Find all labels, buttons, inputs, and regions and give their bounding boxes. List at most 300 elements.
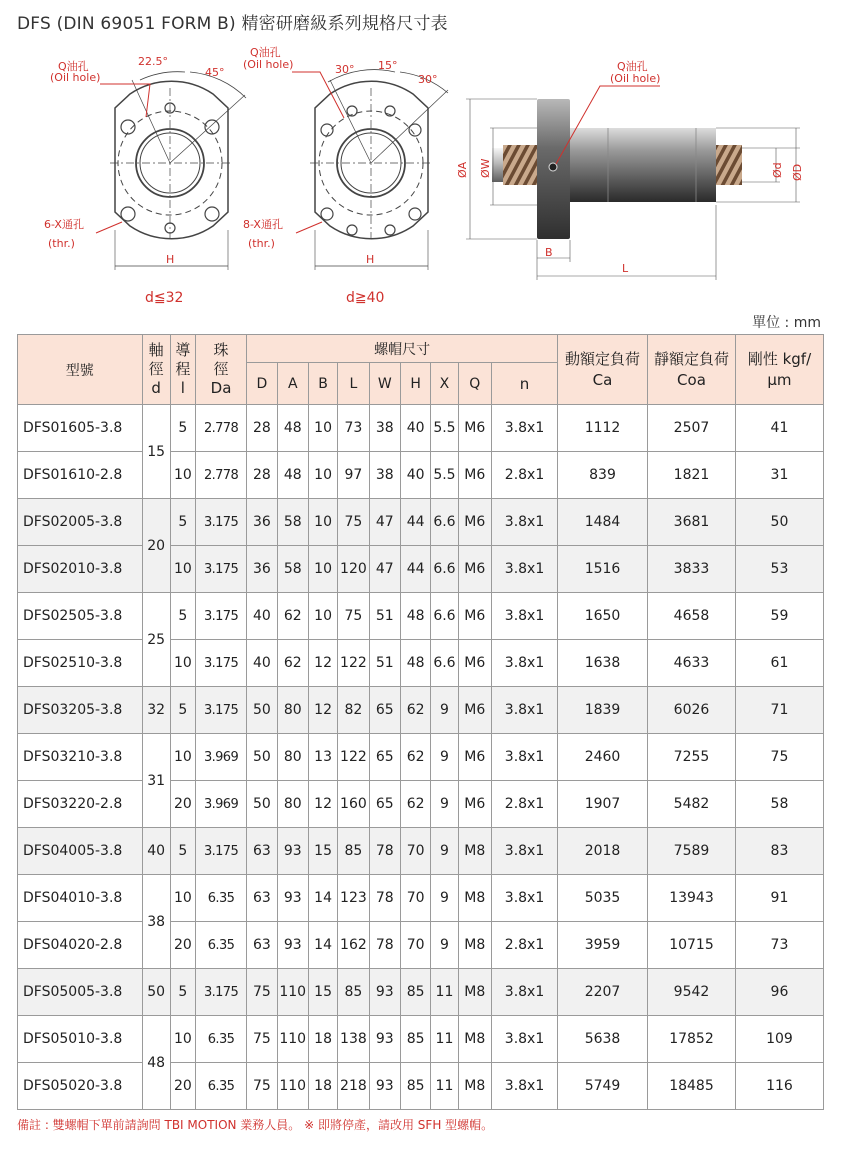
cell-dim-q: M6 bbox=[458, 781, 491, 828]
table-row bbox=[18, 593, 824, 640]
cell-dim-w: 65 bbox=[369, 734, 400, 781]
cell-dynamic-load: 2460 bbox=[558, 734, 648, 781]
cell-model: DFS04010-3.8 bbox=[18, 875, 143, 922]
cell-dim-b: 15 bbox=[308, 828, 337, 875]
cell-dim-q: M8 bbox=[458, 1016, 491, 1063]
cell-stiffness: 73 bbox=[735, 922, 823, 969]
table-row bbox=[18, 1016, 824, 1063]
cell-static-load: 9542 bbox=[648, 969, 736, 1016]
cell-dim-q: M8 bbox=[458, 875, 491, 922]
cell-dim-l: 138 bbox=[338, 1016, 369, 1063]
cell-dim-q: M6 bbox=[458, 546, 491, 593]
side-oil-hole-en: (Oil hole) bbox=[610, 72, 661, 85]
cell-stiffness: 96 bbox=[735, 969, 823, 1016]
cell-lead: 10 bbox=[170, 734, 195, 781]
cell-stiffness: 58 bbox=[735, 781, 823, 828]
cell-dim-x: 9 bbox=[431, 875, 458, 922]
cell-circuits: 3.8x1 bbox=[492, 546, 558, 593]
cell-dim-a: 80 bbox=[277, 687, 308, 734]
cell-ball-diameter: 3.175 bbox=[195, 828, 246, 875]
cell-dim-l: 160 bbox=[338, 781, 369, 828]
cell-dim-l: 123 bbox=[338, 875, 369, 922]
table-row bbox=[18, 828, 824, 875]
cell-dim-a: 62 bbox=[277, 593, 308, 640]
cell-lead: 5 bbox=[170, 405, 195, 452]
cell-dynamic-load: 1638 bbox=[558, 640, 648, 687]
cell-model: DFS01610-2.8 bbox=[18, 452, 143, 499]
header-dim-w: W bbox=[369, 363, 400, 405]
cell-dim-b: 10 bbox=[308, 499, 337, 546]
cell-circuits: 3.8x1 bbox=[492, 734, 558, 781]
cell-model: DFS01605-3.8 bbox=[18, 405, 143, 452]
cell-dynamic-load: 1516 bbox=[558, 546, 648, 593]
cell-dim-x: 6.6 bbox=[431, 546, 458, 593]
cell-ball-diameter: 6.35 bbox=[195, 875, 246, 922]
left-angle1: 22.5° bbox=[138, 55, 168, 68]
cell-stiffness: 53 bbox=[735, 546, 823, 593]
cell-dynamic-load: 5749 bbox=[558, 1063, 648, 1110]
cell-ball-diameter: 3.175 bbox=[195, 546, 246, 593]
table-row bbox=[18, 405, 824, 452]
cell-circuits: 3.8x1 bbox=[492, 1016, 558, 1063]
cell-circuits: 3.8x1 bbox=[492, 875, 558, 922]
middle-flange-view bbox=[310, 70, 448, 270]
cell-dim-b: 12 bbox=[308, 781, 337, 828]
cell-dim-x: 9 bbox=[431, 781, 458, 828]
cell-dim-a: 93 bbox=[277, 875, 308, 922]
table-row bbox=[18, 781, 824, 828]
cell-dim-l: 75 bbox=[338, 499, 369, 546]
cell-dim-b: 13 bbox=[308, 734, 337, 781]
cell-dim-a: 62 bbox=[277, 640, 308, 687]
cell-dim-h: 44 bbox=[401, 499, 431, 546]
cell-shaft-diameter: 25 bbox=[142, 593, 170, 687]
header-model: 型號 bbox=[18, 335, 143, 405]
cell-dim-b: 14 bbox=[308, 875, 337, 922]
header-dim-b: B bbox=[308, 363, 337, 405]
cell-lead: 20 bbox=[170, 922, 195, 969]
cell-stiffness: 75 bbox=[735, 734, 823, 781]
cell-dim-d-outer: 63 bbox=[247, 922, 277, 969]
side-dim-a: ØA bbox=[456, 161, 469, 178]
cell-dim-l: 122 bbox=[338, 640, 369, 687]
cell-dynamic-load: 1907 bbox=[558, 781, 648, 828]
cell-dim-x: 6.6 bbox=[431, 593, 458, 640]
cell-dim-x: 9 bbox=[431, 734, 458, 781]
cell-model: DFS02010-3.8 bbox=[18, 546, 143, 593]
cell-dynamic-load: 839 bbox=[558, 452, 648, 499]
cell-dim-d-outer: 36 bbox=[247, 499, 277, 546]
cell-static-load: 3833 bbox=[648, 546, 736, 593]
cell-dynamic-load: 2018 bbox=[558, 828, 648, 875]
cell-ball-diameter: 6.35 bbox=[195, 1063, 246, 1110]
table-row bbox=[18, 499, 824, 546]
cell-dim-l: 82 bbox=[338, 687, 369, 734]
cell-dim-h: 85 bbox=[401, 969, 431, 1016]
left-oil-hole-label: Q油孔 bbox=[58, 60, 89, 73]
cell-dim-l: 85 bbox=[338, 969, 369, 1016]
cell-ball-diameter: 2.778 bbox=[195, 452, 246, 499]
header-static-load: 靜額定負荷 Coa bbox=[648, 335, 736, 405]
table-row bbox=[18, 546, 824, 593]
cell-model: DFS03210-3.8 bbox=[18, 734, 143, 781]
cell-dim-l: 218 bbox=[338, 1063, 369, 1110]
cell-dim-b: 10 bbox=[308, 546, 337, 593]
middle-angle3: 30° bbox=[418, 73, 438, 86]
left-thr: (thr.) bbox=[48, 237, 75, 250]
cell-dynamic-load: 3959 bbox=[558, 922, 648, 969]
middle-oil-hole-en: (Oil hole) bbox=[243, 58, 294, 71]
cell-static-load: 10715 bbox=[648, 922, 736, 969]
cell-circuits: 3.8x1 bbox=[492, 593, 558, 640]
cell-circuits: 3.8x1 bbox=[492, 640, 558, 687]
cell-dim-b: 10 bbox=[308, 452, 337, 499]
header-stiffness: 剛性 kgf/ µm bbox=[735, 335, 823, 405]
cell-model: DFS05020-3.8 bbox=[18, 1063, 143, 1110]
cell-dim-q: M6 bbox=[458, 452, 491, 499]
cell-dim-x: 11 bbox=[431, 1016, 458, 1063]
cell-stiffness: 31 bbox=[735, 452, 823, 499]
table-row bbox=[18, 452, 824, 499]
cell-dim-h: 70 bbox=[401, 828, 431, 875]
cell-dynamic-load: 1650 bbox=[558, 593, 648, 640]
cell-dim-x: 11 bbox=[431, 969, 458, 1016]
cell-dim-h: 62 bbox=[401, 781, 431, 828]
cell-dim-d-outer: 50 bbox=[247, 687, 277, 734]
cell-model: DFS05005-3.8 bbox=[18, 969, 143, 1016]
header-dim-q: Q bbox=[458, 363, 491, 405]
cell-dim-w: 78 bbox=[369, 875, 400, 922]
cell-dim-h: 40 bbox=[401, 405, 431, 452]
cell-dim-l: 73 bbox=[338, 405, 369, 452]
cell-dim-d-outer: 63 bbox=[247, 875, 277, 922]
cell-dim-a: 110 bbox=[277, 1063, 308, 1110]
cell-dim-q: M6 bbox=[458, 593, 491, 640]
side-dim-w: ØW bbox=[479, 158, 492, 178]
middle-oil-hole-label: Q油孔 bbox=[250, 46, 281, 59]
cell-lead: 10 bbox=[170, 1016, 195, 1063]
cell-shaft-diameter: 48 bbox=[142, 1016, 170, 1110]
cell-model: DFS03205-3.8 bbox=[18, 687, 143, 734]
cell-ball-diameter: 3.175 bbox=[195, 499, 246, 546]
middle-through-hole: 8-X通孔 bbox=[243, 218, 283, 231]
table-row bbox=[18, 640, 824, 687]
cell-dim-h: 62 bbox=[401, 734, 431, 781]
cell-model: DFS03220-2.8 bbox=[18, 781, 143, 828]
cell-circuits: 3.8x1 bbox=[492, 828, 558, 875]
cell-dim-d-outer: 50 bbox=[247, 734, 277, 781]
cell-dim-a: 58 bbox=[277, 546, 308, 593]
cell-static-load: 4633 bbox=[648, 640, 736, 687]
spec-table-body bbox=[18, 405, 824, 1110]
cell-dim-q: M8 bbox=[458, 828, 491, 875]
cell-static-load: 4658 bbox=[648, 593, 736, 640]
cell-shaft-diameter: 38 bbox=[142, 875, 170, 969]
cell-dim-w: 78 bbox=[369, 828, 400, 875]
side-dim-b: B bbox=[545, 246, 553, 259]
cell-lead: 10 bbox=[170, 640, 195, 687]
cell-dim-w: 93 bbox=[369, 1063, 400, 1110]
cell-dim-q: M6 bbox=[458, 687, 491, 734]
cell-dim-h: 48 bbox=[401, 640, 431, 687]
cell-dim-a: 93 bbox=[277, 828, 308, 875]
cell-circuits: 3.8x1 bbox=[492, 499, 558, 546]
cell-dynamic-load: 5035 bbox=[558, 875, 648, 922]
cell-lead: 10 bbox=[170, 546, 195, 593]
cell-dim-d-outer: 40 bbox=[247, 640, 277, 687]
cell-circuits: 3.8x1 bbox=[492, 405, 558, 452]
cell-dim-w: 65 bbox=[369, 687, 400, 734]
header-nut-dimensions: 螺帽尺寸 bbox=[247, 335, 558, 363]
middle-dim-h: H bbox=[366, 253, 375, 266]
cell-dim-q: M6 bbox=[458, 405, 491, 452]
cell-lead: 5 bbox=[170, 499, 195, 546]
middle-angle2: 15° bbox=[378, 59, 398, 72]
side-dim-d-large: ØD bbox=[791, 163, 804, 181]
cell-dim-q: M8 bbox=[458, 969, 491, 1016]
cell-model: DFS02505-3.8 bbox=[18, 593, 143, 640]
cell-dim-b: 12 bbox=[308, 640, 337, 687]
left-flange-view bbox=[110, 72, 246, 270]
cell-dim-x: 9 bbox=[431, 922, 458, 969]
cell-dim-h: 70 bbox=[401, 922, 431, 969]
cell-dim-b: 15 bbox=[308, 969, 337, 1016]
left-caption: d≦32 bbox=[145, 290, 184, 306]
cell-lead: 10 bbox=[170, 875, 195, 922]
left-annotations bbox=[44, 55, 225, 306]
cell-dim-l: 122 bbox=[338, 734, 369, 781]
cell-dim-w: 93 bbox=[369, 1016, 400, 1063]
table-row bbox=[18, 734, 824, 781]
cell-shaft-diameter: 15 bbox=[142, 405, 170, 499]
cell-dim-h: 85 bbox=[401, 1016, 431, 1063]
cell-dim-h: 62 bbox=[401, 687, 431, 734]
cell-dim-w: 65 bbox=[369, 781, 400, 828]
middle-caption: d≧40 bbox=[346, 290, 385, 306]
cell-shaft-diameter: 31 bbox=[142, 734, 170, 828]
table-row bbox=[18, 687, 824, 734]
spec-table bbox=[17, 334, 824, 1110]
cell-lead: 20 bbox=[170, 781, 195, 828]
cell-dim-w: 47 bbox=[369, 499, 400, 546]
cell-static-load: 3681 bbox=[648, 499, 736, 546]
cell-model: DFS04020-2.8 bbox=[18, 922, 143, 969]
cell-dim-l: 85 bbox=[338, 828, 369, 875]
header-dynamic-load: 動額定負荷 Ca bbox=[558, 335, 648, 405]
cell-ball-diameter: 3.969 bbox=[195, 734, 246, 781]
cell-dim-w: 47 bbox=[369, 546, 400, 593]
cell-lead: 5 bbox=[170, 593, 195, 640]
cell-dim-x: 6.6 bbox=[431, 499, 458, 546]
cell-dim-x: 11 bbox=[431, 1063, 458, 1110]
cell-static-load: 17852 bbox=[648, 1016, 736, 1063]
cell-dim-d-outer: 75 bbox=[247, 1063, 277, 1110]
cell-circuits: 2.8x1 bbox=[492, 922, 558, 969]
spec-table-header bbox=[18, 335, 824, 405]
cell-ball-diameter: 3.175 bbox=[195, 640, 246, 687]
cell-ball-diameter: 6.35 bbox=[195, 1016, 246, 1063]
cell-dim-w: 38 bbox=[369, 452, 400, 499]
cell-dim-w: 51 bbox=[369, 640, 400, 687]
cell-dim-w: 78 bbox=[369, 922, 400, 969]
footnote: 備註 : 雙螺帽下單前請詢問 TBI MOTION 業務人員。 ※ 即將停產，請改用 SFH 型螺帽。 bbox=[17, 1118, 494, 1132]
cell-shaft-diameter: 50 bbox=[142, 969, 170, 1016]
cell-dim-h: 85 bbox=[401, 1063, 431, 1110]
cell-dim-a: 93 bbox=[277, 922, 308, 969]
header-lead: 導 程 l bbox=[170, 335, 195, 405]
cell-dim-d-outer: 28 bbox=[247, 405, 277, 452]
cell-dim-x: 5.5 bbox=[431, 405, 458, 452]
header-shaft-diameter: 軸 徑 d bbox=[142, 335, 170, 405]
cell-stiffness: 61 bbox=[735, 640, 823, 687]
cell-dim-x: 6.6 bbox=[431, 640, 458, 687]
cell-ball-diameter: 6.35 bbox=[195, 922, 246, 969]
cell-shaft-diameter: 32 bbox=[142, 687, 170, 734]
cell-static-load: 13943 bbox=[648, 875, 736, 922]
header-dim-l: L bbox=[338, 363, 369, 405]
cell-dim-b: 10 bbox=[308, 405, 337, 452]
header-dim-x: X bbox=[431, 363, 458, 405]
cell-static-load: 7255 bbox=[648, 734, 736, 781]
cell-stiffness: 50 bbox=[735, 499, 823, 546]
cell-circuits: 3.8x1 bbox=[492, 687, 558, 734]
cell-dim-d-outer: 50 bbox=[247, 781, 277, 828]
table-row bbox=[18, 969, 824, 1016]
cell-dim-q: M8 bbox=[458, 1063, 491, 1110]
cell-static-load: 18485 bbox=[648, 1063, 736, 1110]
left-through-hole: 6-X通孔 bbox=[44, 218, 84, 231]
cell-dim-h: 44 bbox=[401, 546, 431, 593]
cell-lead: 10 bbox=[170, 452, 195, 499]
cell-dim-a: 48 bbox=[277, 452, 308, 499]
cell-dim-d-outer: 36 bbox=[247, 546, 277, 593]
middle-thr: (thr.) bbox=[248, 237, 275, 250]
cell-lead: 5 bbox=[170, 969, 195, 1016]
cell-shaft-diameter: 40 bbox=[142, 828, 170, 875]
cell-dim-q: M6 bbox=[458, 499, 491, 546]
table-row bbox=[18, 1063, 824, 1110]
cell-dim-b: 18 bbox=[308, 1016, 337, 1063]
left-angle2: 45° bbox=[205, 66, 225, 79]
left-oil-hole-en: (Oil hole) bbox=[50, 71, 101, 84]
cell-dim-a: 110 bbox=[277, 969, 308, 1016]
cell-ball-diameter: 2.778 bbox=[195, 405, 246, 452]
page-title: DFS (DIN 69051 FORM B) 精密研磨級系列規格尺寸表 bbox=[17, 14, 448, 34]
cell-static-load: 5482 bbox=[648, 781, 736, 828]
cell-shaft-diameter: 20 bbox=[142, 499, 170, 593]
cell-dim-b: 12 bbox=[308, 687, 337, 734]
cell-dynamic-load: 1484 bbox=[558, 499, 648, 546]
cell-stiffness: 41 bbox=[735, 405, 823, 452]
header-dim-n: n bbox=[492, 363, 558, 405]
cell-static-load: 7589 bbox=[648, 828, 736, 875]
cell-dim-q: M6 bbox=[458, 640, 491, 687]
middle-angle1: 30° bbox=[335, 63, 355, 76]
cell-dim-x: 5.5 bbox=[431, 452, 458, 499]
cell-dim-h: 48 bbox=[401, 593, 431, 640]
cell-dim-w: 38 bbox=[369, 405, 400, 452]
cell-lead: 5 bbox=[170, 828, 195, 875]
cell-dim-l: 120 bbox=[338, 546, 369, 593]
cell-model: DFS02005-3.8 bbox=[18, 499, 143, 546]
header-dim-a: A bbox=[277, 363, 308, 405]
cell-dim-b: 14 bbox=[308, 922, 337, 969]
cell-stiffness: 59 bbox=[735, 593, 823, 640]
cell-stiffness: 91 bbox=[735, 875, 823, 922]
header-ball-diameter: 珠 徑 Da bbox=[195, 335, 246, 405]
cell-static-load: 6026 bbox=[648, 687, 736, 734]
cell-dim-l: 162 bbox=[338, 922, 369, 969]
cell-dynamic-load: 1839 bbox=[558, 687, 648, 734]
cell-dim-h: 70 bbox=[401, 875, 431, 922]
cell-dim-d-outer: 75 bbox=[247, 1016, 277, 1063]
left-dim-h: H bbox=[166, 253, 175, 266]
unit-label: 單位 : mm bbox=[752, 315, 821, 331]
cell-circuits: 3.8x1 bbox=[492, 1063, 558, 1110]
cell-dim-w: 93 bbox=[369, 969, 400, 1016]
cell-dim-x: 9 bbox=[431, 687, 458, 734]
cell-model: DFS05010-3.8 bbox=[18, 1016, 143, 1063]
cell-dim-q: M8 bbox=[458, 922, 491, 969]
cell-dim-a: 48 bbox=[277, 405, 308, 452]
table-row bbox=[18, 875, 824, 922]
cell-stiffness: 71 bbox=[735, 687, 823, 734]
cell-stiffness: 116 bbox=[735, 1063, 823, 1110]
cell-dim-a: 58 bbox=[277, 499, 308, 546]
cell-dim-d-outer: 75 bbox=[247, 969, 277, 1016]
cell-dynamic-load: 5638 bbox=[558, 1016, 648, 1063]
cell-circuits: 3.8x1 bbox=[492, 969, 558, 1016]
cell-dim-l: 75 bbox=[338, 593, 369, 640]
cell-circuits: 2.8x1 bbox=[492, 452, 558, 499]
cell-dynamic-load: 2207 bbox=[558, 969, 648, 1016]
cell-dim-q: M6 bbox=[458, 734, 491, 781]
cell-dim-w: 51 bbox=[369, 593, 400, 640]
cell-stiffness: 109 bbox=[735, 1016, 823, 1063]
cell-ball-diameter: 3.175 bbox=[195, 593, 246, 640]
cell-lead: 20 bbox=[170, 1063, 195, 1110]
cell-dim-x: 9 bbox=[431, 828, 458, 875]
cell-dim-b: 18 bbox=[308, 1063, 337, 1110]
header-dim-h: H bbox=[401, 363, 431, 405]
cell-dim-b: 10 bbox=[308, 593, 337, 640]
cell-static-load: 2507 bbox=[648, 405, 736, 452]
cell-dim-a: 80 bbox=[277, 734, 308, 781]
table-row bbox=[18, 922, 824, 969]
cell-dim-d-outer: 28 bbox=[247, 452, 277, 499]
side-view bbox=[466, 99, 800, 280]
cell-dim-d-outer: 63 bbox=[247, 828, 277, 875]
side-dim-d-small: Ød bbox=[771, 162, 784, 178]
cell-dynamic-load: 1112 bbox=[558, 405, 648, 452]
cell-stiffness: 83 bbox=[735, 828, 823, 875]
cell-dim-l: 97 bbox=[338, 452, 369, 499]
side-oil-hole-label: Q油孔 bbox=[617, 60, 648, 73]
cell-static-load: 1821 bbox=[648, 452, 736, 499]
technical-drawings bbox=[0, 40, 841, 310]
cell-dim-d-outer: 40 bbox=[247, 593, 277, 640]
side-dim-l: L bbox=[622, 262, 629, 275]
cell-dim-a: 110 bbox=[277, 1016, 308, 1063]
cell-circuits: 2.8x1 bbox=[492, 781, 558, 828]
cell-ball-diameter: 3.175 bbox=[195, 969, 246, 1016]
cell-ball-diameter: 3.175 bbox=[195, 687, 246, 734]
cell-model: DFS04005-3.8 bbox=[18, 828, 143, 875]
header-dim-d-upper: D bbox=[247, 363, 277, 405]
cell-lead: 5 bbox=[170, 687, 195, 734]
cell-dim-h: 40 bbox=[401, 452, 431, 499]
cell-ball-diameter: 3.969 bbox=[195, 781, 246, 828]
